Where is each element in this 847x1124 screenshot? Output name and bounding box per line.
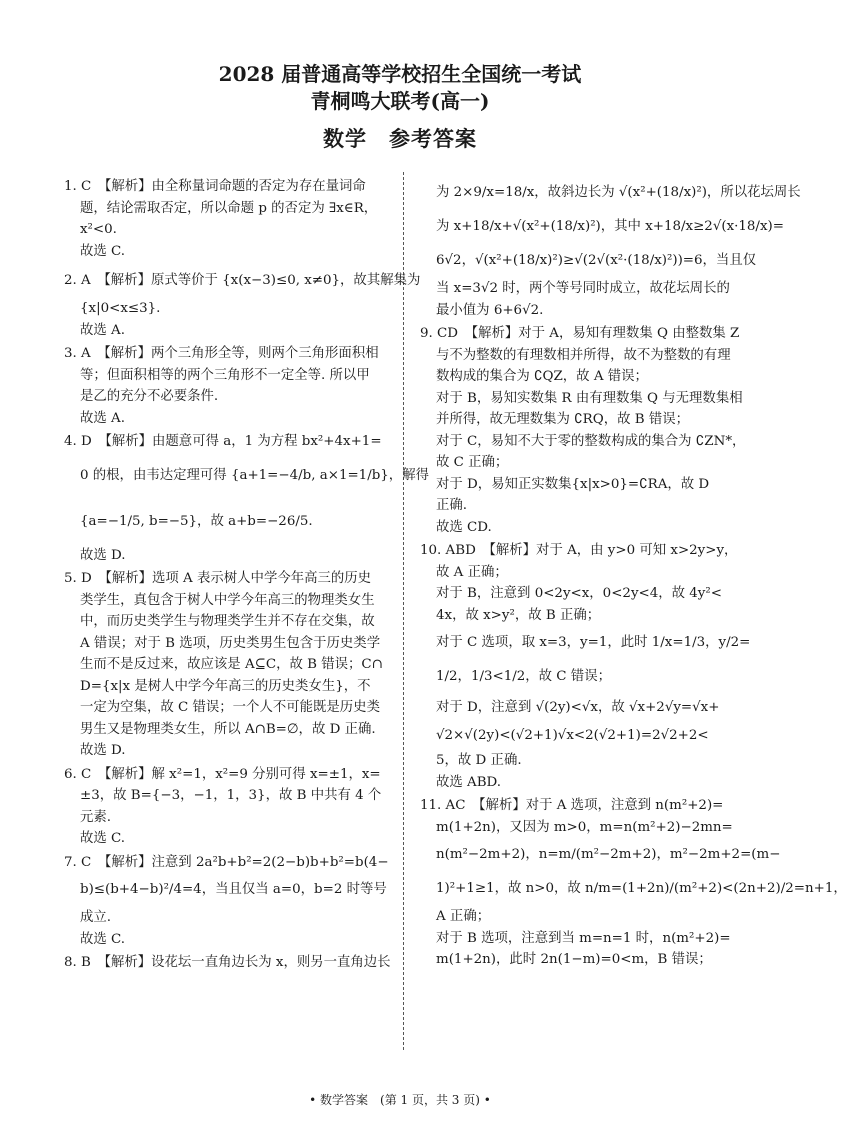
text-line: n(m²−2m+2)，n=m/(m²−2m+2)，m²−2m+2=(m− [436, 847, 781, 862]
answer-item-1 [64, 176, 390, 262]
text-line: 2. A 【解析】原式等价于 {x(x−3)≤0, x≠0}，故其解集为 [64, 273, 421, 288]
exam-title: 2028 届普通高等学校招生全国统一考试 [218, 62, 582, 86]
text-line: 一定为空集，故 C 错误；一个人不可能既是历史类 [80, 700, 380, 715]
text-line: 故选 ABD. [436, 774, 502, 790]
text-line: 中，而历史类学生与物理类学生并不存在交集，故 [80, 614, 375, 629]
text-line: √2×√(2y)<(√2+1)√x<2(√2+1)=2√2+2< [436, 728, 709, 743]
text-line: 故选 C. [80, 243, 126, 259]
text-line: 数构成的集合为 ∁QZ，故 A 错误； [436, 369, 648, 384]
text-line: 4x，故 x>y²，故 B 正确； [436, 607, 601, 623]
text-line: 6. C 【解析】解 x²=1，x²=9 分别可得 x=±1，x= [64, 766, 381, 782]
text-line: 题，结论需取否定，所以命题 p 的否定为 ∃x∈R， [80, 200, 378, 216]
text-line: 元素. [80, 809, 112, 825]
text-line: A 错误；对于 B 选项，历史类男生包含于历史类学 [80, 635, 381, 651]
text-line: 对于 B，易知实数集 R 由有理数集 Q 与无理数集相 [436, 390, 743, 406]
text-line: 并所得，故无理数集为 ∁RQ，故 B 错误； [436, 412, 690, 427]
text-line: 1/2，1/3<1/2，故 C 错误； [436, 669, 611, 684]
text-line: 正确. [436, 498, 468, 513]
text-line: m(1+2n)，又因为 m>0，m=n(m²+2)−2mn= [436, 819, 733, 835]
text-line: 生而不是反过来，故应该是 A⊆C，故 B 错误；C∩ [80, 657, 383, 672]
text-line: 6√2，√(x²+(18/x)²)≥√(2√(x²·(18/x)²))=6，当且仅 [436, 253, 757, 268]
text-line: 故选 D. [80, 743, 126, 758]
text-line: 当 x=3√2 时，两个等号同时成立，故花坛周长的 [436, 281, 730, 296]
text-line: 对于 D，易知正实数集{x|x>0}=∁RA，故 D [436, 476, 710, 492]
text-line: 0 的根，由韦达定理可得 {a+1=−4/b, a×1=1/b}，解得 [80, 467, 429, 483]
answer-item-5 [64, 568, 390, 762]
text-line: 1. C 【解析】由全称量词命题的否定为存在量词命 [64, 179, 366, 194]
text-line: D={x|x 是树人中学今年高三的历史类女生}，不 [80, 678, 371, 694]
text-line: {x|0<x≤3}. [80, 301, 161, 316]
text-line: 7. C 【解析】注意到 2a²b+b²=2(2−b)b+b²=b(4− [64, 854, 389, 870]
text-line: 对于 D，注意到 √(2y)<√x，故 √x+2√y=√x+ [436, 700, 720, 715]
text-line: ±3，故 B={−3，−1，1，3}，故 B 中共有 4 个 [80, 788, 382, 803]
text-line: 故选 A. [80, 322, 125, 338]
right-column [420, 176, 847, 973]
text-line: 对于 C，易知不大于零的整数构成的集合为 ∁ZN*， [436, 433, 746, 449]
answer-heading: 数学 参考答案 [323, 126, 477, 151]
text-line: 故选 C. [80, 931, 126, 947]
answer-item-8 [64, 952, 390, 974]
answer-item-6 [64, 764, 390, 850]
text-line: 5，故 D 正确. [436, 753, 522, 768]
text-line: 1)²+1≥1，故 n>0，故 n/m=(1+2n)/(m²+2)<(2n+2)/2=n+1， [436, 881, 847, 896]
answer-item-4 [64, 431, 429, 566]
text-line: 对于 B，注意到 0<2y<x，0<2y<4，故 4y²< [436, 586, 722, 601]
text-line: 故选 C. [80, 831, 126, 846]
text-line: 8. B 【解析】设花坛一直角边长为 x，则另一直角边长 [64, 955, 391, 970]
text-line: {a=−1/5, b=−5}，故 a+b=−26/5. [80, 513, 313, 529]
text-line: 为 2×9/x=18/x，故斜边长为 √(x²+(18/x)²)，所以花坛周长 [436, 185, 801, 200]
answer-item-11 [420, 795, 847, 971]
exam-subtitle: 青桐鸣大联考(高一) [310, 89, 490, 113]
text-line: 为 x+18/x+√(x²+(18/x)²)，其中 x+18/x≥2√(x·18/x)= [436, 219, 784, 234]
text-line: 是乙的充分不必要条件. [80, 389, 219, 404]
column-divider [403, 172, 404, 1050]
page-footer: • 数学答案 (第 1 页，共 3 页) • [309, 1093, 491, 1107]
text-line: 10. ABD 【解析】对于 A，由 y>0 可知 x>2y>y， [420, 543, 738, 558]
text-line: 9. CD 【解析】对于 A，易知有理数集 Q 由整数集 Z [420, 326, 740, 341]
answer-item-3 [64, 343, 390, 429]
text-line: 故选 CD. [436, 519, 492, 535]
answer-item-7 [64, 852, 390, 951]
answer-item-2 [64, 264, 421, 341]
text-line: 与不为整数的有理数相并所得，故不为整数的有理 [436, 347, 731, 363]
answer-item-8-continued [420, 176, 801, 321]
text-line: x²<0. [80, 222, 117, 237]
text-line: 类学生，真包含于树人中学今年高三的物理类女生 [80, 592, 375, 608]
text-line: 对于 B 选项，注意到当 m=n=1 时，n(m²+2)= [436, 930, 731, 946]
text-line: 3. A 【解析】两个三角形全等，则两个三角形面积相 [64, 346, 379, 361]
text-line: 对于 C 选项，取 x=3，y=1，此时 1/x=1/3，y/2= [436, 635, 751, 650]
answer-item-9 [420, 323, 746, 538]
text-line: 故 A 正确； [436, 564, 508, 580]
answer-item-10 [420, 540, 751, 793]
left-column [64, 176, 429, 976]
text-line: 4. D 【解析】由题意可得 a，1 为方程 bx²+4x+1= [64, 434, 382, 449]
text-line: 故选 D. [80, 547, 126, 563]
text-line: 最小值为 6+6√2. [436, 302, 544, 318]
text-line: 5. D 【解析】选项 A 表示树人中学今年高三的历史 [64, 571, 372, 586]
text-line: 故 C 正确； [436, 455, 509, 470]
text-line: 成立. [80, 910, 112, 925]
text-line: 等；但面积相等的两个三角形不一定全等. 所以甲 [80, 367, 370, 383]
text-line: 11. AC 【解析】对于 A 选项，注意到 n(m²+2)= [420, 798, 724, 813]
text-line: 男生又是物理类女生，所以 A∩B=∅，故 D 正确. [80, 721, 376, 737]
text-line: 故选 A. [80, 410, 125, 426]
text-line: b)≤(b+4−b)²/4=4，当且仅当 a=0，b=2 时等号 [80, 882, 387, 897]
text-line: A 正确； [436, 909, 491, 924]
text-line: m(1+2n)，此时 2n(1−m)=0<m，B 错误； [436, 952, 712, 967]
